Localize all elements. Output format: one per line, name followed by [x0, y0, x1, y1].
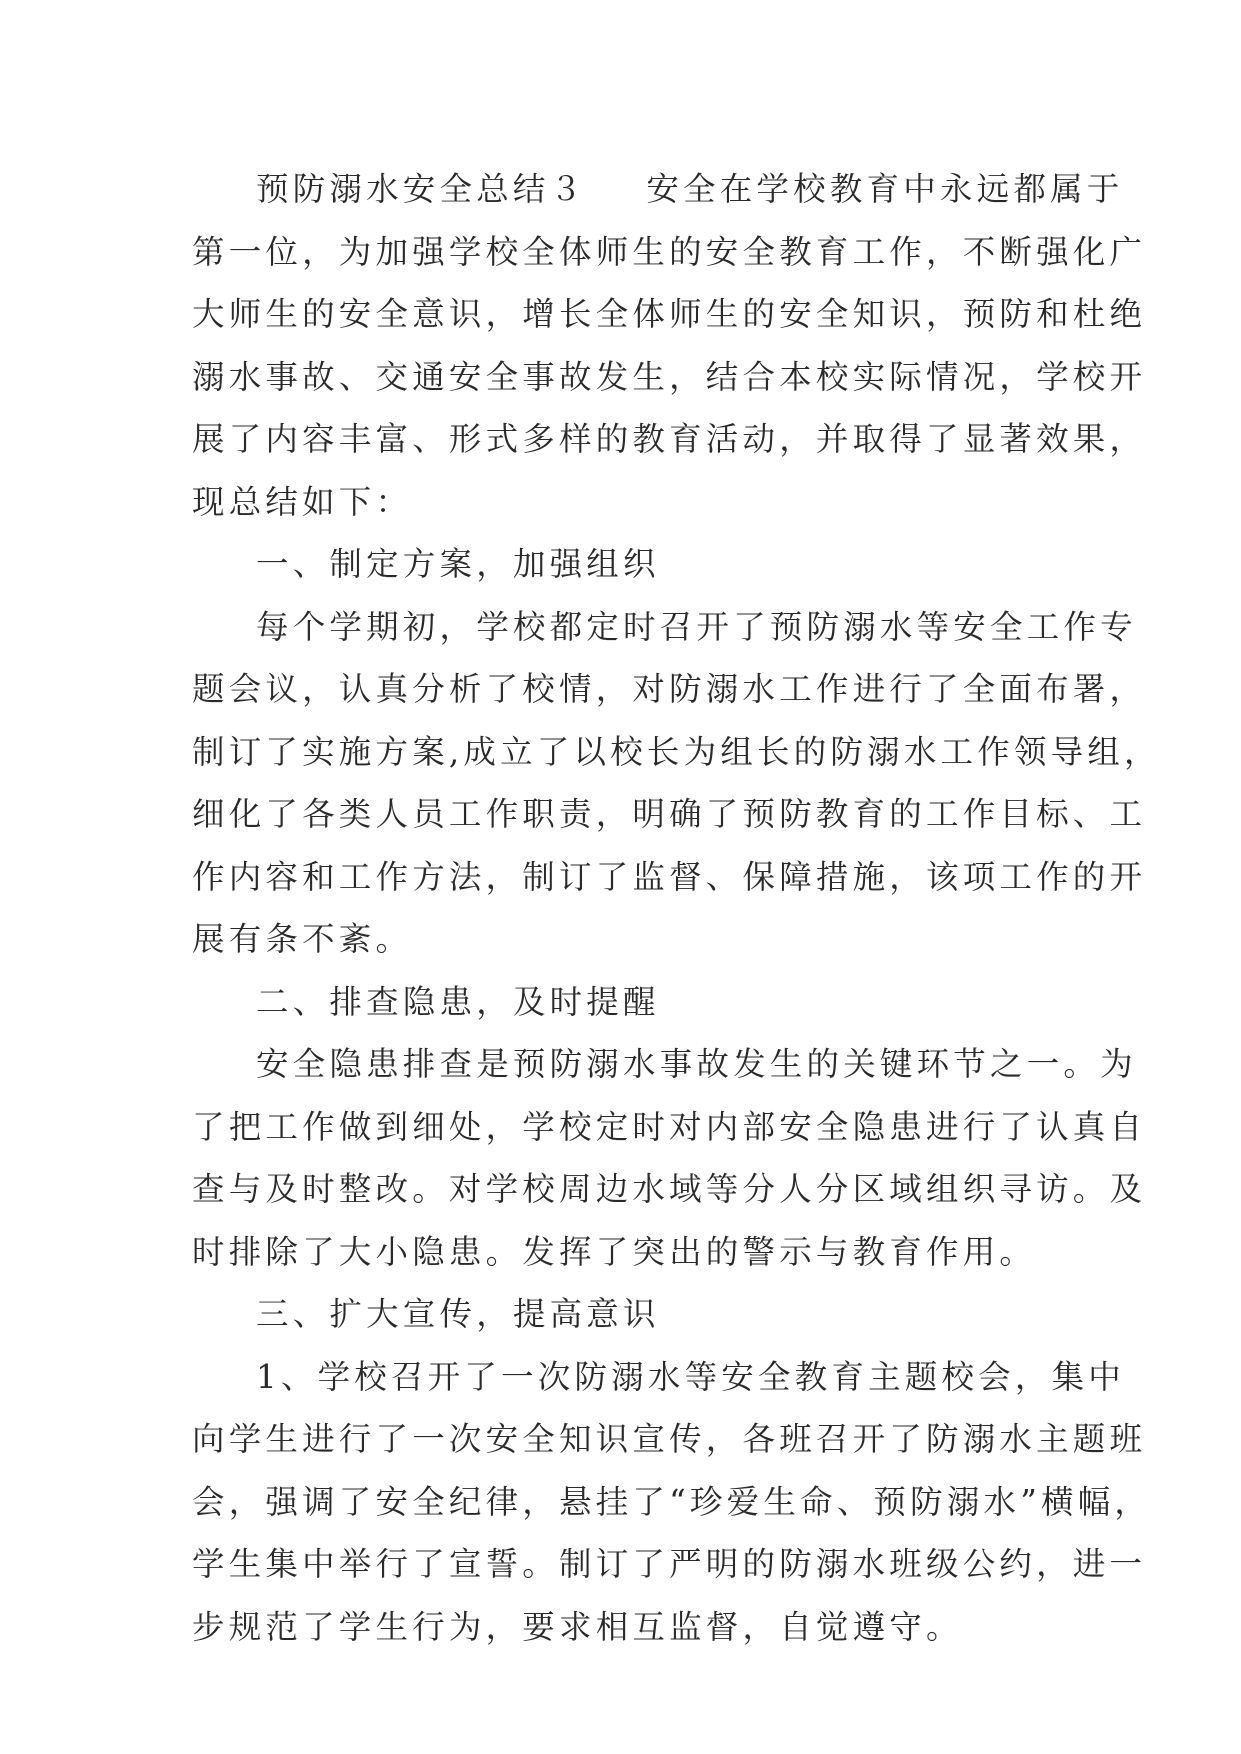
- body-line: 向学生进行了一次安全知识宣传，各班召开了防溺水主题班: [192, 1420, 1147, 1458]
- body-line: 了把工作做到细处，学校定时对内部安全隐患进行了认真自: [192, 1107, 1147, 1146]
- body-line: 安全在学校教育中永远都属于: [646, 170, 1124, 208]
- body-line: 题会议，认真分析了校情，对防溺水工作进行了全面布署，: [192, 670, 1147, 708]
- body-line: 展有条不紊。: [192, 920, 413, 958]
- body-line: 细化了各类人员工作职责，明确了预防教育的工作目标、工: [192, 795, 1147, 833]
- title-line: [192, 158, 1124, 221]
- section-heading: 三、扩大宣传，提高意识: [256, 1295, 660, 1333]
- body-line: 会，强调了安全纪律，悬挂了“珍爱生命、预防溺水”横幅，: [192, 1482, 1152, 1521]
- body-line: 安全隐患排查是预防溺水事故发生的关键环节之一。为: [256, 1045, 1137, 1083]
- body-line: 展了内容丰富、形式多样的教育活动，并取得了显著效果，: [192, 420, 1147, 458]
- body-line: 第一位，为加强学校全体师生的安全教育工作，不断强化广: [192, 232, 1147, 271]
- body-line: 查与及时整改。对学校周边水域等分人分区域组织寻访。及: [192, 1170, 1147, 1208]
- document-body: [192, 158, 1161, 1658]
- body-line: 1、学校召开了一次防溺水等安全教育主题校会，集中: [256, 1357, 1125, 1396]
- document-title: 预防溺水安全总结３: [256, 170, 587, 208]
- body-line: 步规范了学生行为，要求相互监督，自觉遵守。: [192, 1607, 963, 1646]
- section-heading: 二、排查隐患，及时提醒: [256, 982, 660, 1021]
- section-heading: 一、制定方案，加强组织: [256, 545, 660, 583]
- body-line: 现总结如下：: [192, 482, 413, 521]
- body-line: 作内容和工作方法，制订了监督、保障措施，该项工作的开: [192, 857, 1147, 896]
- body-line: 制订了实施方案,成立了以校长为组长的防溺水工作领导组，: [192, 732, 1161, 771]
- body-line: 每个学期初，学校都定时召开了预防溺水等安全工作专: [256, 607, 1137, 646]
- body-line: 时排除了大小隐患。发挥了突出的警示与教育作用。: [192, 1232, 1037, 1271]
- body-line: 大师生的安全意识，增长全体师生的安全知识，预防和杜绝: [192, 295, 1147, 333]
- body-line: 学生集中举行了宣誓。制订了严明的防溺水班级公约，进一: [192, 1545, 1147, 1583]
- body-line: 溺水事故、交通安全事故发生，结合本校实际情况，学校开: [192, 357, 1147, 396]
